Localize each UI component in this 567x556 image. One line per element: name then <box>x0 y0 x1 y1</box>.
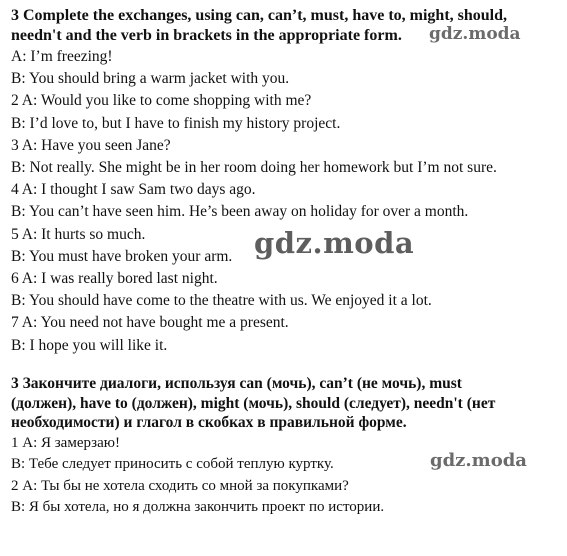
exercise-english <box>11 6 561 357</box>
exercise-heading-line-1: 3 Complete the exchanges, using can, can’t, must, have to, might, should, <box>11 7 508 24</box>
dialogue-line: 6 A: I was really bored last night. <box>11 270 218 288</box>
exercise-heading-line-3: необходимости) и глагол в скобках в правильной форме. <box>11 414 407 431</box>
dialogue-line: В: Я бы хотела, но я должна закончить проект по истории. <box>11 499 385 516</box>
dialogue-line: 4 A: I thought I saw Sam two days ago. <box>11 181 256 199</box>
dialogue-line: B: You should bring a warm jacket with you. <box>11 70 290 88</box>
dialogue-line: A: I’m freezing! <box>11 48 113 65</box>
dialogue-line: 7 A: You need not have bought me a present. <box>11 314 289 332</box>
exercise-russian <box>11 374 561 519</box>
dialogue-line: B: I hope you will like it. <box>11 336 168 354</box>
dialogue-line: 3 A: Have you seen Jane? <box>11 136 171 154</box>
watermark-middle: gdz.moda <box>254 226 415 260</box>
exercise-heading-line-2: (должен), have to (должен), might (мочь), should (следует), needn't (нет <box>11 394 496 412</box>
watermark-top: gdz.moda <box>429 24 521 44</box>
dialogue-line: В: Тебе следует приносить с собой теплую куртку. <box>11 456 334 473</box>
dialogue-line: B: Not really. She might be in her room doing her homework but I’m not sure. <box>11 159 497 177</box>
dialogue-line: B: You must have broken your arm. <box>11 247 233 265</box>
dialogue-line: 5 A: It hurts so much. <box>11 225 146 243</box>
dialogue-line: 2 A: Would you like to come shopping with me? <box>11 92 312 110</box>
dialogue-line: B: I’d love to, but I have to finish my history project. <box>11 114 341 132</box>
dialogue-line: B: You should have come to the theatre with us. We enjoyed it a lot. <box>11 292 432 310</box>
dialogue-line: 1 А: Я замерзаю! <box>11 434 120 451</box>
watermark-bottom: gdz.moda <box>430 450 527 471</box>
dialogue-line: B: You can’t have seen him. He’s been away on holiday for over a month. <box>11 203 469 221</box>
exercise-heading-line-2: needn't and the verb in brackets in the appropriate form. <box>11 27 402 44</box>
exercise-heading-line-1: 3 Закончите диалоги, используя can (мочь), can’t (не мочь), must <box>11 375 462 392</box>
dialogue-line: 2 А: Ты бы не хотела сходить со мной за покупками? <box>11 477 349 494</box>
